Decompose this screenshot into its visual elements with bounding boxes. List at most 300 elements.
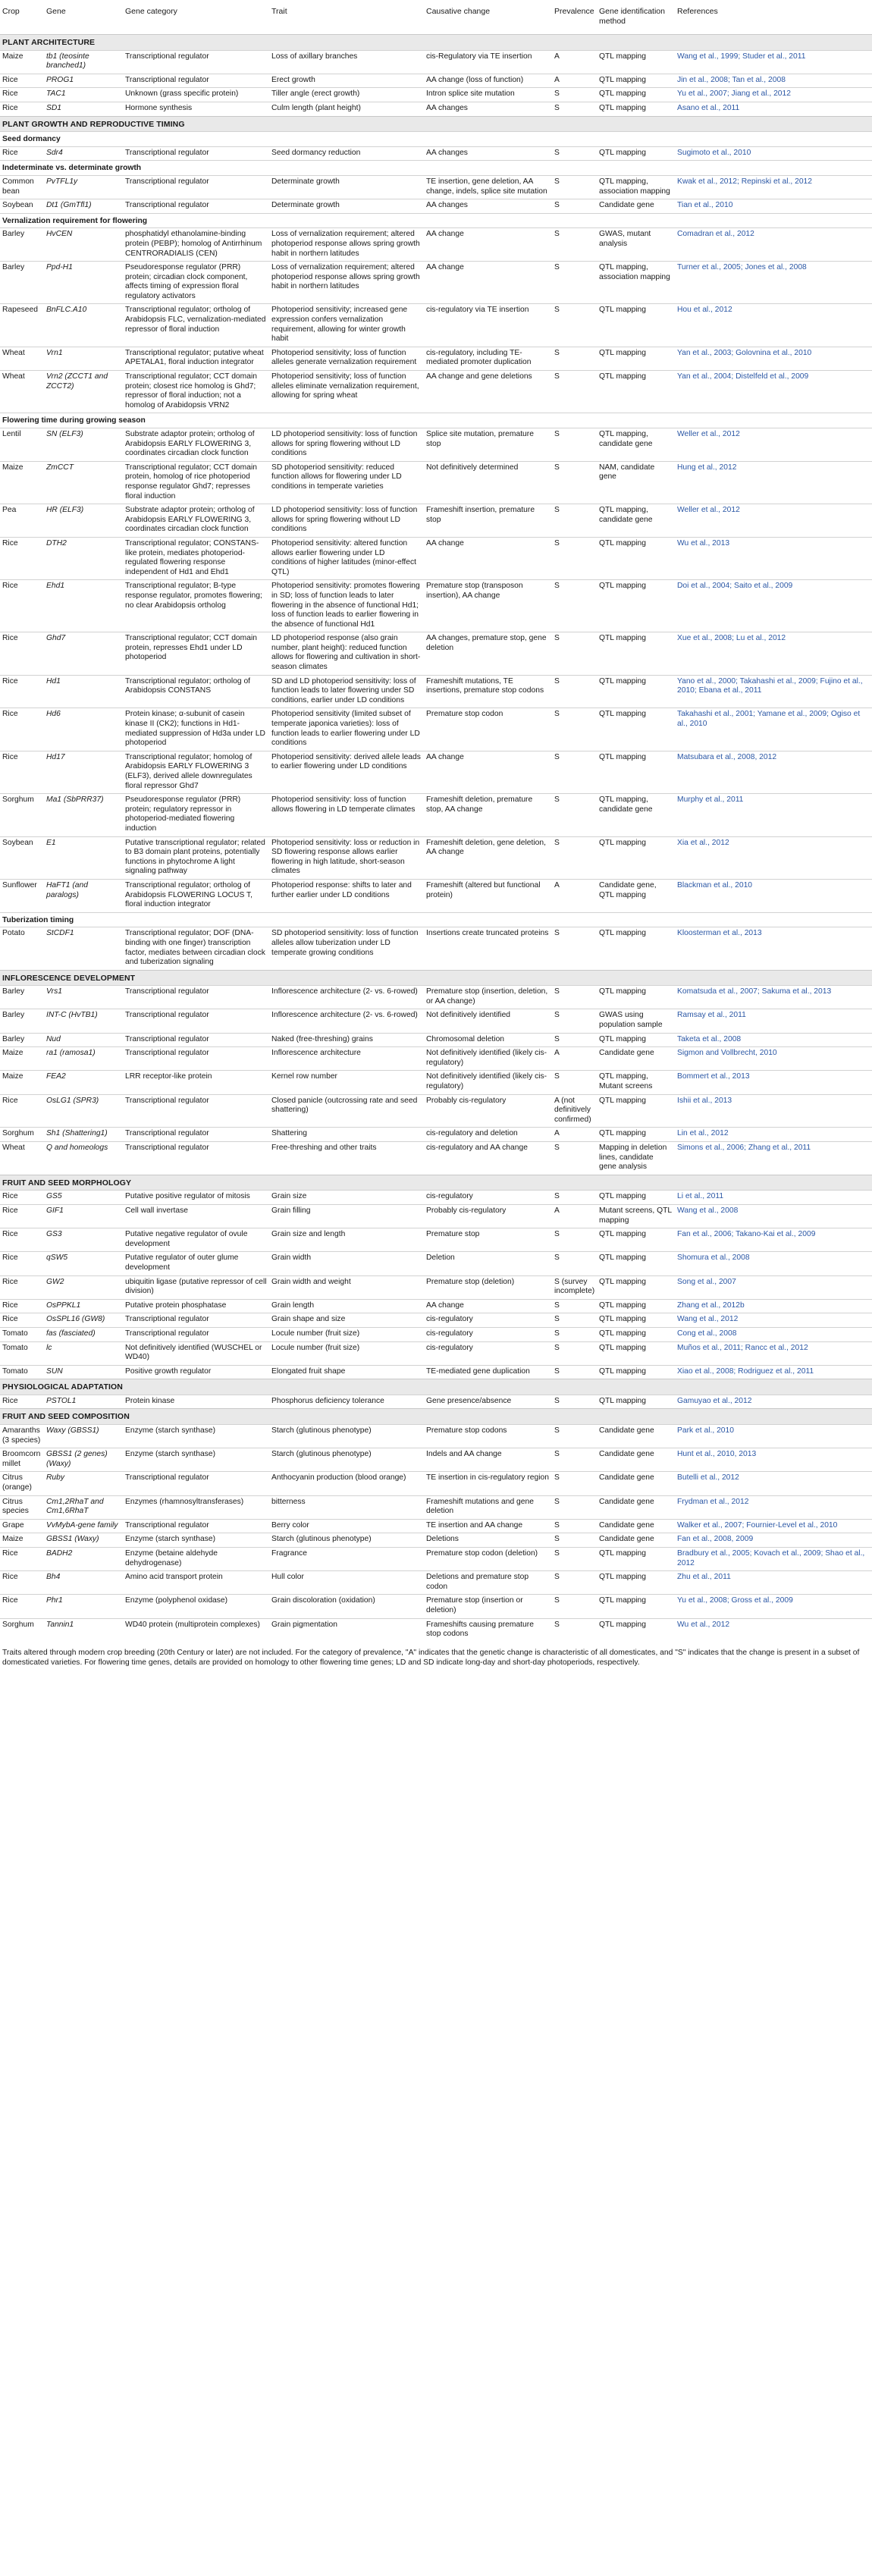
cell-gene: Vrn1 — [44, 347, 123, 370]
cell-causative-change: Premature stop (transposon insertion), AA change — [424, 580, 552, 632]
cell-causative-change: AA change — [424, 228, 552, 262]
cell-references: Cong et al., 2008 — [675, 1327, 872, 1341]
cell-references: Fan et al., 2008, 2009 — [675, 1533, 872, 1548]
cell-identification-method: QTL mapping — [597, 1228, 675, 1252]
cell-identification-method: QTL mapping — [597, 304, 675, 347]
cell-gene: Waxy (GBSS1) — [44, 1425, 123, 1448]
cell-prevalence: A — [552, 879, 597, 912]
cell-references: Zhang et al., 2012b — [675, 1299, 872, 1313]
cell-identification-method: QTL mapping, candidate gene — [597, 794, 675, 836]
cell-gene-category: Transcriptional regulator; DOF (DNA-binding with one finger) transcription factor, mediates between circadian clock and tuberization signaling — [123, 927, 269, 970]
cell-prevalence: S — [552, 1425, 597, 1448]
cell-gene-category: Enzyme (starch synthase) — [123, 1425, 269, 1448]
cell-crop: Rice — [0, 1204, 44, 1228]
cell-trait: Elongated fruit shape — [269, 1365, 424, 1379]
cell-causative-change: TE insertion in cis-regulatory region — [424, 1472, 552, 1495]
cell-trait: Grain size and length — [269, 1228, 424, 1252]
cell-trait: Determinate growth — [269, 199, 424, 214]
cell-trait: Phosphorus deficiency tolerance — [269, 1395, 424, 1409]
cell-crop: Maize — [0, 50, 44, 74]
cell-crop: Rice — [0, 708, 44, 751]
subsection-title: Flowering time during growing season — [0, 413, 872, 428]
table-row — [0, 504, 872, 538]
cell-causative-change: cis-Regulatory via TE insertion — [424, 50, 552, 74]
cell-causative-change: Insertions create truncated proteins — [424, 927, 552, 970]
cell-crop: Rice — [0, 102, 44, 116]
cell-gene: OsSPL16 (GW8) — [44, 1313, 123, 1328]
cell-causative-change: Frameshift mutations and gene deletion — [424, 1495, 552, 1519]
cell-references: Walker et al., 2007; Fournier-Level et al., 2010 — [675, 1519, 872, 1533]
cell-identification-method: Candidate gene — [597, 1047, 675, 1071]
cell-identification-method: QTL mapping — [597, 88, 675, 102]
cell-identification-method: QTL mapping — [597, 371, 675, 413]
cell-identification-method: QTL mapping, candidate gene — [597, 428, 675, 462]
cell-causative-change: Frameshift (altered but functional protein) — [424, 879, 552, 912]
table-row — [0, 1009, 872, 1033]
cell-references: Matsubara et al., 2008, 2012 — [675, 751, 872, 793]
cell-crop: Rice — [0, 1094, 44, 1128]
cell-crop: Citrus species — [0, 1495, 44, 1519]
cell-prevalence: S — [552, 751, 597, 793]
table-row — [0, 228, 872, 262]
cell-gene-category: Hormone synthesis — [123, 102, 269, 116]
cell-prevalence: S — [552, 1365, 597, 1379]
cell-gene-category: Transcriptional regulator — [123, 1519, 269, 1533]
cell-references: Shomura et al., 2008 — [675, 1252, 872, 1275]
cell-gene: HR (ELF3) — [44, 504, 123, 538]
cell-gene: Vrn2 (ZCCT1 and ZCCT2) — [44, 371, 123, 413]
domestication-genes-table — [0, 5, 872, 1642]
cell-trait: Closed panicle (outcrossing rate and seed shattering) — [269, 1094, 424, 1128]
cell-causative-change: Deletions and premature stop codon — [424, 1571, 552, 1595]
cell-trait: Seed dormancy reduction — [269, 146, 424, 161]
cell-crop: Maize — [0, 1071, 44, 1094]
cell-crop: Rice — [0, 74, 44, 88]
cell-identification-method: QTL mapping — [597, 1327, 675, 1341]
cell-trait: Loss of vernalization requirement; altered photoperiod response allows spring growth habit in northern latitudes — [269, 262, 424, 304]
cell-trait: Inflorescence architecture (2- vs. 6-rowed) — [269, 986, 424, 1009]
cell-identification-method: QTL mapping — [597, 580, 675, 632]
section-title: INFLORESCENCE DEVELOPMENT — [0, 970, 872, 986]
cell-crop: Barley — [0, 262, 44, 304]
cell-crop: Rice — [0, 1299, 44, 1313]
cell-causative-change: AA change — [424, 751, 552, 793]
cell-identification-method: Candidate gene — [597, 1533, 675, 1548]
cell-crop: Pea — [0, 504, 44, 538]
cell-gene-category: Substrate adaptor protein; ortholog of Arabidopsis EARLY FLOWERING 3, coordinates circadian clock function — [123, 428, 269, 462]
cell-causative-change: AA changes, premature stop, gene deletion — [424, 632, 552, 675]
cell-gene: GBSS1 (Waxy) — [44, 1533, 123, 1548]
cell-identification-method: Candidate gene — [597, 1448, 675, 1472]
cell-gene-category: Transcriptional regulator — [123, 50, 269, 74]
cell-crop: Rice — [0, 751, 44, 793]
cell-gene: E1 — [44, 836, 123, 879]
cell-gene-category: LRR receptor-like protein — [123, 1071, 269, 1094]
cell-identification-method: QTL mapping — [597, 1395, 675, 1409]
cell-prevalence: S — [552, 1519, 597, 1533]
cell-prevalence: S — [552, 1009, 597, 1033]
table-row — [0, 1275, 872, 1299]
cell-identification-method: QTL mapping — [597, 146, 675, 161]
cell-causative-change: Frameshift mutations, TE insertions, premature stop codons — [424, 675, 552, 708]
cell-identification-method: QTL mapping — [597, 1548, 675, 1571]
table-row — [0, 794, 872, 836]
cell-gene: StCDF1 — [44, 927, 123, 970]
cell-prevalence: S — [552, 1033, 597, 1047]
cell-gene: Hd1 — [44, 675, 123, 708]
cell-trait: Culm length (plant height) — [269, 102, 424, 116]
cell-references: Komatsuda et al., 2007; Sakuma et al., 2013 — [675, 986, 872, 1009]
cell-identification-method: Candidate gene — [597, 1495, 675, 1519]
cell-gene-category: Putative transcriptional regulator; related to B3 domain plant proteins, potentially functions in phytochrome A light signaling pathway — [123, 836, 269, 879]
cell-gene-category: Transcriptional regulator — [123, 1047, 269, 1071]
cell-gene: Ehd1 — [44, 580, 123, 632]
cell-prevalence: S (survey incomplete) — [552, 1275, 597, 1299]
cell-identification-method: QTL mapping — [597, 1033, 675, 1047]
cell-crop: Rice — [0, 1275, 44, 1299]
cell-prevalence: S — [552, 1071, 597, 1094]
cell-identification-method: QTL mapping — [597, 1571, 675, 1595]
cell-causative-change: Premature stop (insertion, deletion, or AA change) — [424, 986, 552, 1009]
cell-gene-category: Putative positive regulator of mitosis — [123, 1191, 269, 1205]
cell-prevalence: S — [552, 88, 597, 102]
cell-prevalence: S — [552, 1472, 597, 1495]
section-header-row — [0, 35, 872, 51]
cell-identification-method: QTL mapping — [597, 1595, 675, 1618]
cell-crop: Rice — [0, 1191, 44, 1205]
table-row — [0, 1094, 872, 1128]
cell-identification-method: QTL mapping, association mapping — [597, 262, 675, 304]
cell-crop: Rice — [0, 1548, 44, 1571]
cell-references: Xia et al., 2012 — [675, 836, 872, 879]
cell-crop: Soybean — [0, 199, 44, 214]
cell-gene: TAC1 — [44, 88, 123, 102]
table-row — [0, 751, 872, 793]
section-header-row — [0, 1409, 872, 1425]
cell-references: Wu et al., 2012 — [675, 1618, 872, 1642]
cell-trait: Photoperiod sensitivity: promotes flowering in SD; loss of function leads to later flowering in the absence of functional Hd1; loss of function leads to earlier flowering in the absence of functional Hd1 — [269, 580, 424, 632]
cell-gene: ra1 (ramosa1) — [44, 1047, 123, 1071]
cell-crop: Rapeseed — [0, 304, 44, 347]
cell-crop: Wheat — [0, 371, 44, 413]
cell-gene: Hd6 — [44, 708, 123, 751]
cell-gene-category: Positive growth regulator — [123, 1365, 269, 1379]
cell-gene: Bh4 — [44, 1571, 123, 1595]
cell-causative-change: Premature stop codon (deletion) — [424, 1548, 552, 1571]
table-row — [0, 836, 872, 879]
cell-prevalence: S — [552, 304, 597, 347]
table-row — [0, 1252, 872, 1275]
subsection-header-row — [0, 132, 872, 147]
cell-identification-method: QTL mapping — [597, 1341, 675, 1365]
cell-references: Lin et al., 2012 — [675, 1128, 872, 1142]
cell-gene: tb1 (teosinte branched1) — [44, 50, 123, 74]
cell-gene: SUN — [44, 1365, 123, 1379]
cell-gene: Phr1 — [44, 1595, 123, 1618]
cell-gene-category: Cell wall invertase — [123, 1204, 269, 1228]
cell-trait: Erect growth — [269, 74, 424, 88]
cell-gene: HvCEN — [44, 228, 123, 262]
cell-identification-method: QTL mapping — [597, 1094, 675, 1128]
cell-gene-category: Transcriptional regulator — [123, 1009, 269, 1033]
cell-causative-change: Gene presence/absence — [424, 1395, 552, 1409]
cell-gene-category: Transcriptional regulator — [123, 1128, 269, 1142]
cell-prevalence: S — [552, 927, 597, 970]
table-row — [0, 1472, 872, 1495]
cell-trait: Photoperiod sensitivity: altered function allows earlier flowering under LD conditions of higher latitudes (minor-effect QTL) — [269, 537, 424, 579]
cell-causative-change: Deletions — [424, 1533, 552, 1548]
cell-causative-change: Frameshift deletion, gene deletion, AA change — [424, 836, 552, 879]
cell-causative-change: Premature stop (insertion or deletion) — [424, 1595, 552, 1618]
cell-gene: GIF1 — [44, 1204, 123, 1228]
cell-causative-change: AA changes — [424, 199, 552, 214]
section-header-row — [0, 1175, 872, 1191]
cell-causative-change: Premature stop — [424, 1228, 552, 1252]
cell-references: Hung et al., 2012 — [675, 461, 872, 504]
cell-gene: INT-C (HvTB1) — [44, 1009, 123, 1033]
cell-references: Murphy et al., 2011 — [675, 794, 872, 836]
cell-identification-method: Mapping in deletion lines, candidate gene analysis — [597, 1142, 675, 1175]
cell-crop: Rice — [0, 1595, 44, 1618]
cell-identification-method: QTL mapping — [597, 986, 675, 1009]
cell-prevalence: S — [552, 1327, 597, 1341]
cell-trait: Grain length — [269, 1299, 424, 1313]
cell-crop: Soybean — [0, 836, 44, 879]
cell-trait: Inflorescence architecture (2- vs. 6-rowed) — [269, 1009, 424, 1033]
cell-causative-change: Not definitively determined — [424, 461, 552, 504]
cell-identification-method: QTL mapping — [597, 1618, 675, 1642]
cell-causative-change: Premature stop (deletion) — [424, 1275, 552, 1299]
cell-prevalence: S — [552, 1595, 597, 1618]
cell-identification-method: QTL mapping — [597, 1299, 675, 1313]
cell-identification-method: QTL mapping — [597, 751, 675, 793]
cell-prevalence: S — [552, 537, 597, 579]
cell-references: Simons et al., 2006; Zhang et al., 2011 — [675, 1142, 872, 1175]
cell-prevalence: S — [552, 986, 597, 1009]
cell-prevalence: S — [552, 1313, 597, 1328]
table-row — [0, 1425, 872, 1448]
header-gene: Gene — [46, 7, 66, 16]
cell-trait: Grain discoloration (oxidation) — [269, 1595, 424, 1618]
section-title: PLANT GROWTH AND REPRODUCTIVE TIMING — [0, 116, 872, 132]
cell-gene-category: Unknown (grass specific protein) — [123, 88, 269, 102]
cell-causative-change: cis-regulatory — [424, 1327, 552, 1341]
cell-trait: Anthocyanin production (blood orange) — [269, 1472, 424, 1495]
cell-prevalence: S — [552, 1299, 597, 1313]
cell-references: Ishii et al., 2013 — [675, 1094, 872, 1128]
cell-prevalence: S — [552, 371, 597, 413]
cell-gene: ZmCCT — [44, 461, 123, 504]
cell-prevalence: S — [552, 675, 597, 708]
table-row — [0, 371, 872, 413]
cell-identification-method: Candidate gene — [597, 199, 675, 214]
table-row — [0, 102, 872, 116]
cell-crop: Sorghum — [0, 1618, 44, 1642]
cell-trait: LD photoperiod sensitivity: loss of function allows for spring flowering without LD conditions — [269, 504, 424, 538]
cell-trait: Photoperiod sensitivity; loss of function alleles generate vernalization requirement — [269, 347, 424, 370]
cell-gene: fas (fasciated) — [44, 1327, 123, 1341]
cell-crop: Rice — [0, 1252, 44, 1275]
table-row — [0, 1191, 872, 1205]
cell-causative-change: TE-mediated gene duplication — [424, 1365, 552, 1379]
table-row — [0, 986, 872, 1009]
cell-gene-category: ubiquitin ligase (putative repressor of cell division) — [123, 1275, 269, 1299]
cell-prevalence: S — [552, 428, 597, 462]
cell-identification-method: NAM, candidate gene — [597, 461, 675, 504]
section-title: FRUIT AND SEED COMPOSITION — [0, 1409, 872, 1425]
cell-references: Kloosterman et al., 2013 — [675, 927, 872, 970]
cell-trait: Photoperiod response: shifts to later and further earlier under LD conditions — [269, 879, 424, 912]
table-row — [0, 428, 872, 462]
cell-gene-category: Transcriptional regulator — [123, 986, 269, 1009]
subsection-title: Seed dormancy — [0, 132, 872, 147]
table-row — [0, 580, 872, 632]
cell-identification-method: QTL mapping — [597, 675, 675, 708]
table-row — [0, 88, 872, 102]
cell-causative-change: Probably cis-regulatory — [424, 1204, 552, 1228]
subsection-header-row — [0, 912, 872, 927]
cell-crop: Wheat — [0, 1142, 44, 1175]
cell-references: Ramsay et al., 2011 — [675, 1009, 872, 1033]
cell-gene: Ppd-H1 — [44, 262, 123, 304]
cell-gene: GS3 — [44, 1228, 123, 1252]
cell-gene: Ruby — [44, 1472, 123, 1495]
cell-gene-category: Pseudoresponse regulator (PRR) protein; regulatory repressor in photoperiod-mediated flowering induction — [123, 794, 269, 836]
cell-trait: Inflorescence architecture — [269, 1047, 424, 1071]
cell-references: Xiao et al., 2008; Rodriguez et al., 2011 — [675, 1365, 872, 1379]
cell-gene-category: Transcriptional regulator; ortholog of Arabidopsis FLC, vernalization-mediated repressor of floral induction — [123, 304, 269, 347]
cell-gene-category: Transcriptional regulator; CONSTANS-like protein, mediates photoperiod-regulated flowering response independent of Hd1 and Ehd1 — [123, 537, 269, 579]
cell-trait: Starch (glutinous phenotype) — [269, 1533, 424, 1548]
cell-causative-change: Premature stop codons — [424, 1425, 552, 1448]
cell-causative-change: Probably cis-regulatory — [424, 1094, 552, 1128]
cell-gene-category: Enzyme (polyphenol oxidase) — [123, 1595, 269, 1618]
header-gene-category: Gene category — [125, 7, 177, 16]
cell-identification-method: Candidate gene — [597, 1425, 675, 1448]
cell-causative-change: AA change — [424, 1299, 552, 1313]
cell-trait: Berry color — [269, 1519, 424, 1533]
cell-gene-category: Putative regulator of outer glume development — [123, 1252, 269, 1275]
cell-trait: Photoperiod sensitivity: derived allele leads to earlier flowering under LD conditions — [269, 751, 424, 793]
table-row — [0, 1595, 872, 1618]
cell-gene-category: Transcriptional regulator; CCT domain protein, homolog of rice photoperiod response regulator Ghd7; represses floral induction — [123, 461, 269, 504]
cell-causative-change: cis-regulatory and AA change — [424, 1142, 552, 1175]
header-prevalence: Prevalence — [554, 7, 594, 16]
cell-trait: LD photoperiod sensitivity: loss of function allows for spring flowering without LD conditions — [269, 428, 424, 462]
cell-identification-method: QTL mapping — [597, 632, 675, 675]
cell-gene: OsPPKL1 — [44, 1299, 123, 1313]
cell-gene: PSTOL1 — [44, 1395, 123, 1409]
cell-gene-category: Enzyme (starch synthase) — [123, 1533, 269, 1548]
header-row — [0, 5, 872, 35]
cell-prevalence: S — [552, 461, 597, 504]
cell-crop: Barley — [0, 228, 44, 262]
cell-gene: Sh1 (Shattering1) — [44, 1128, 123, 1142]
cell-gene-category: Pseudoresponse regulator (PRR) protein; circadian clock component, affects timing of expression floral regulatory activators — [123, 262, 269, 304]
cell-gene: SN (ELF3) — [44, 428, 123, 462]
cell-causative-change: cis-regulatory and deletion — [424, 1128, 552, 1142]
subsection-title: Vernalization requirement for flowering — [0, 213, 872, 228]
cell-references: Taketa et al., 2008 — [675, 1033, 872, 1047]
cell-causative-change: cis-regulatory, including TE-mediated promoter duplication — [424, 347, 552, 370]
cell-gene: Q and homeologs — [44, 1142, 123, 1175]
cell-trait: SD photoperiod sensitivity: reduced function allows for flowering under LD conditions in temperate varieties — [269, 461, 424, 504]
cell-crop: Grape — [0, 1519, 44, 1533]
cell-prevalence: A — [552, 1047, 597, 1071]
cell-prevalence: S — [552, 347, 597, 370]
cell-gene: Dt1 (GmTfl1) — [44, 199, 123, 214]
cell-trait: Grain width — [269, 1252, 424, 1275]
cell-trait: Free-threshing and other traits — [269, 1142, 424, 1175]
cell-crop: Sorghum — [0, 1128, 44, 1142]
subsection-header-row — [0, 413, 872, 428]
table-row — [0, 1228, 872, 1252]
cell-references: Yano et al., 2000; Takahashi et al., 2009; Fujino et al., 2010; Ebana et al., 2011 — [675, 675, 872, 708]
cell-causative-change: Frameshifts causing premature stop codons — [424, 1618, 552, 1642]
cell-gene: BADH2 — [44, 1548, 123, 1571]
cell-gene: lc — [44, 1341, 123, 1365]
cell-gene: Cm1,2RhaT and Cm1,6RhaT — [44, 1495, 123, 1519]
cell-identification-method: QTL mapping, Mutant screens — [597, 1071, 675, 1094]
cell-prevalence: S — [552, 1448, 597, 1472]
cell-identification-method: Candidate gene, QTL mapping — [597, 879, 675, 912]
cell-prevalence: S — [552, 580, 597, 632]
table-row — [0, 675, 872, 708]
cell-gene-category: Substrate adaptor protein; ortholog of Arabidopsis EARLY FLOWERING 3, coordinates circadian clock function — [123, 504, 269, 538]
table-row — [0, 146, 872, 161]
cell-prevalence: S — [552, 1571, 597, 1595]
cell-prevalence: S — [552, 836, 597, 879]
cell-trait: Grain width and weight — [269, 1275, 424, 1299]
cell-gene: DTH2 — [44, 537, 123, 579]
cell-identification-method: QTL mapping — [597, 347, 675, 370]
cell-identification-method: QTL mapping — [597, 1191, 675, 1205]
cell-gene: Ma1 (SbPRR37) — [44, 794, 123, 836]
table-footnote: Traits altered through modern crop breeding (20th Century or later) are not included. For the category of prevalence, "A" indicates that the genetic change is characteristic of all domesticates, and "S" indicates that the change is present in a subset of domesticated varieties. For flowering time genes, details are provided on homology to other flowering time genes; LD and SD indicate long-day and short-day photoperiods, respectively. — [2, 1648, 860, 1667]
cell-prevalence: S — [552, 1252, 597, 1275]
cell-prevalence: S — [552, 1618, 597, 1642]
cell-references: Asano et al., 2011 — [675, 102, 872, 116]
cell-trait: Determinate growth — [269, 175, 424, 199]
cell-identification-method: QTL mapping — [597, 1365, 675, 1379]
cell-causative-change: AA change and gene deletions — [424, 371, 552, 413]
cell-references: Yu et al., 2007; Jiang et al., 2012 — [675, 88, 872, 102]
cell-identification-method: Candidate gene — [597, 1519, 675, 1533]
cell-crop: Tomato — [0, 1327, 44, 1341]
header-trait: Trait — [271, 7, 287, 16]
cell-references: Xue et al., 2008; Lu et al., 2012 — [675, 632, 872, 675]
cell-gene: GS5 — [44, 1191, 123, 1205]
cell-references: Yu et al., 2008; Gross et al., 2009 — [675, 1595, 872, 1618]
cell-gene: Hd17 — [44, 751, 123, 793]
cell-crop: Lentil — [0, 428, 44, 462]
cell-prevalence: A — [552, 50, 597, 74]
cell-causative-change: cis-regulatory — [424, 1191, 552, 1205]
subsection-header-row — [0, 213, 872, 228]
section-title: PHYSIOLOGICAL ADAPTATION — [0, 1379, 872, 1395]
cell-references: Sigmon and Vollbrecht, 2010 — [675, 1047, 872, 1071]
cell-causative-change: Splice site mutation, premature stop — [424, 428, 552, 462]
cell-gene: GBSS1 (2 genes) (Waxy) — [44, 1448, 123, 1472]
cell-prevalence: S — [552, 794, 597, 836]
table-row — [0, 1142, 872, 1175]
cell-gene-category: Not definitively identified (WUSCHEL or WD40) — [123, 1341, 269, 1365]
cell-trait: Photoperiod sensitivity; loss of function alleles eliminate vernalization requirement, allowing for spring wheat — [269, 371, 424, 413]
cell-gene-category: Amino acid transport protein — [123, 1571, 269, 1595]
cell-crop: Rice — [0, 537, 44, 579]
header-identification-method: Gene identification method — [599, 7, 665, 26]
section-header-row — [0, 970, 872, 986]
